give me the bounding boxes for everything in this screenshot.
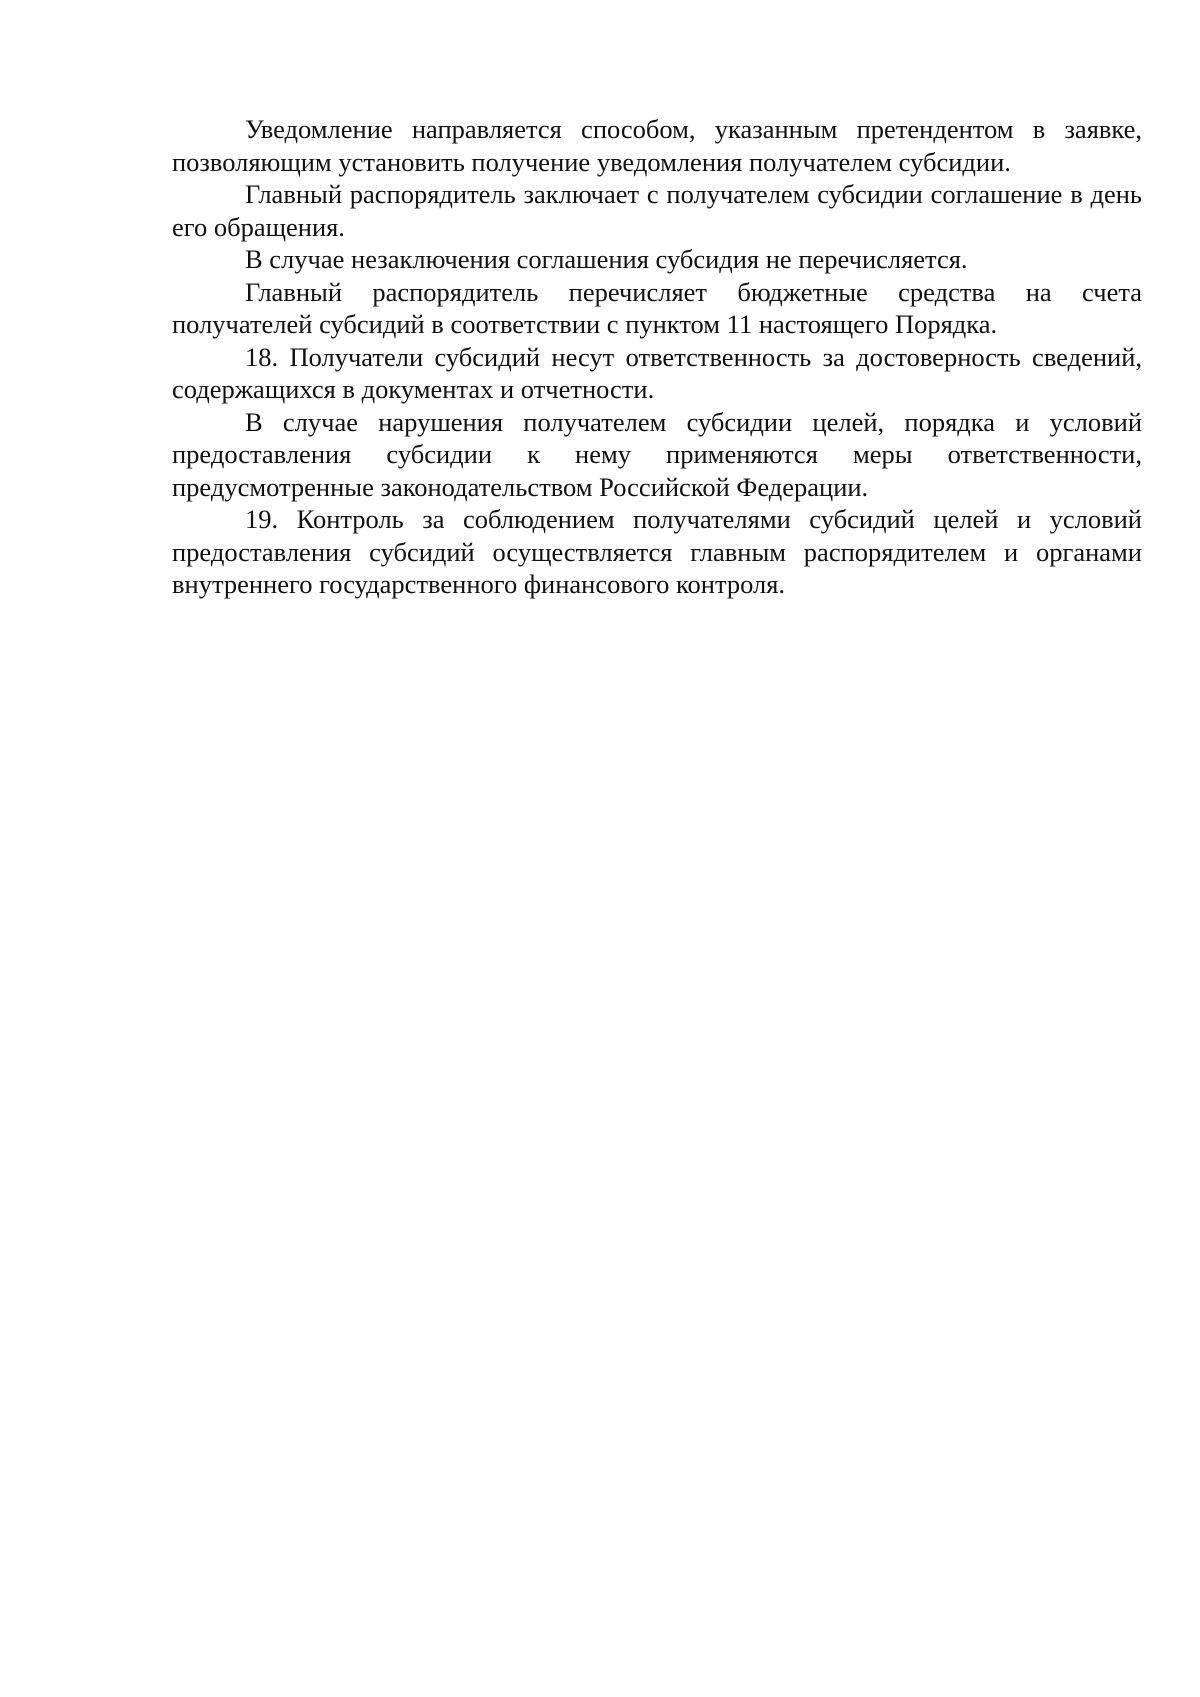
- paragraph-notification-method: Уведомление направляется способом, указанным претендентом в заявке, позволяющим установить получение уведомления получателем субсидии.: [172, 114, 1142, 177]
- paragraph-19-control: 19. Контроль за соблюдением получателями субсидий целей и условий предоставления субсидий осуществляется главным распорядителем и органами внутреннего государственного финансового контроля.: [172, 504, 1142, 599]
- paragraph-18-responsibility: 18. Получатели субсидий несут ответственность за достоверность сведений, содержащихся в документах и отчетности.: [172, 341, 1142, 404]
- document-body: [172, 113, 1142, 601]
- paragraph-violation-measures: В случае нарушения получателем субсидии целей, порядка и условий предоставления субсидии к нему применяются меры ответственности, предусмотренные законодательством Российской Федерации.: [172, 406, 1142, 502]
- paragraph-no-agreement: В случае незаключения соглашения субсидия не перечисляется.: [245, 244, 968, 274]
- paragraph-funds-transfer: Главный распорядитель перечисляет бюджетные средства на счета получателей субсидий в соответствии с пунктом 11 настоящего Порядка.: [172, 276, 1142, 339]
- paragraph-agreement-conclusion: Главный распорядитель заключает с получателем субсидии соглашение в день его обращения.: [172, 179, 1142, 242]
